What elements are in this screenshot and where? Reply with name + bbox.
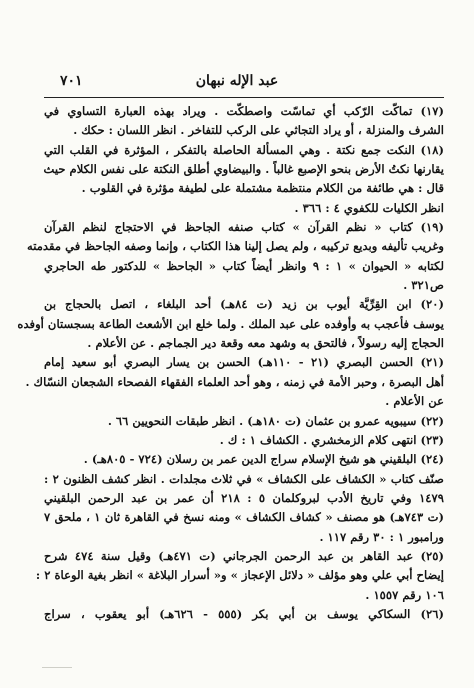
text-line: (٢٠) ابن القِرِّيَّة أيوب بن زيد (ت ٨٤هـ) أحد البلغاء ، اتصل بالحجاج بن: [44, 297, 444, 312]
text-line: (١٩) كتاب « نظم القرآن » كتاب صنفه الجاحظ في الاحتجاج لنظم القرآن: [44, 220, 444, 235]
text-line: انظر الكليات للكفوي ٤ : ٣٦٦ .: [294, 200, 444, 215]
text-line: صنّف كتاب « الكشاف على الكشاف » في ثلاث مجلدات . انظر كشف الظنون ٢ :: [44, 471, 444, 486]
text-line: ١٠٦ رقم ١٥٥٧ .: [365, 587, 444, 602]
text-line: (٢٣) انتهى كلام الزمخشري . الكشاف ١ : ك .: [219, 432, 444, 447]
text-line: (٢٥) عبد القاهر بن عبد الرحمن الجرجاني (ت ٤٧١هـ) وقيل سنة ٤٧٤ شرح: [44, 548, 444, 563]
text-line: (٢٦) السكاكي يوسف بن أبي بكر (٥٥٥ - ٦٢٦هـ) أبو يعقوب ، سراج: [44, 606, 444, 621]
text-line: (٢٤) البلقيني هو شيخ الإسلام سراج الدين عمر بن رسلان (٧٢٤ - ٨٠٥هـ) .: [83, 452, 444, 467]
text-line: (١٧) تماكّت الرّكب أي تماسّت واصطكّت . ويراد بهذه العبارة التساوي في: [44, 104, 444, 118]
page-header: [60, 70, 414, 92]
page-number: ٧٠١: [60, 73, 83, 89]
text-line: (ت ٧٤٣هـ) هو مصنف « كشاف الكشاف » ومنه نسخ في القاهرة ثان ١ ، ملحق ٧: [44, 510, 445, 525]
text-line: الشرف والمنزلة ، أو يراد التجاثي على الركب للتفاخر . انظر اللسان : حكك .: [73, 123, 444, 138]
scan-edge-mark: [42, 667, 72, 674]
running-title: عبد الإله نبهان: [195, 73, 279, 89]
text-line: عن الأعلام .: [385, 394, 444, 409]
text-line: لكتابه « الحيوان » ١ : ٩ وانظر أيضاً كتاب « الجاحظ » للدكتور طه الحاجري: [44, 258, 444, 273]
text-line: قال : هي طائفة من الكلام منتظمة مشتملة على لطيفة مؤثرة في القلوب .: [81, 181, 444, 196]
text-line: (١٨) النكت جمع نكتة . وهي المسألة الحاصلة بالتفكر ، المؤثرة في القلب التي: [44, 142, 444, 157]
text-line: ص٣٢١ .: [403, 278, 444, 293]
text-line: الحجاج إليه رسولاً ، فالتحق به وشهد معه وقعة دير الجماجم . عن الأعلام .: [87, 336, 444, 351]
text-line: أهل البصرة ، وحبر الأمة في زمنه ، وهو أحد العلماء الفقهاء الفصحاء الشجعان النسّاك .: [25, 374, 444, 389]
text-line: وغريب تأليفه وبديع تركيبه ، ولم يصل إلينا هذا الكتاب ، وإنما وصفه الجاحظ في مقدمته: [27, 239, 444, 254]
text-line: يقارنها نكتُ الأرض بنحو الإصبع غالباً . والبيضاوي أطلق النكتة على نفس الكلام حيث: [43, 162, 444, 177]
text-line: ورامبور ١ : ٣٠ رقم ١١٧ .: [319, 529, 444, 544]
text-line: يوسف فأعجب به وأوفده على عبد الملك . ولما خلع ابن الأشعث الطاعة بسجستان أوفده: [17, 316, 444, 331]
text-line: (٢١) الحسن البصري (٢١ - ١١٠هـ) الحسن بن يسار البصري أبو سعيد إمام: [44, 355, 444, 370]
text-line: (٢٢) سيبويه عمرو بن عثمان (ت ١٨٠هـ) . انظر طبقات النحويين ٦٦ .: [107, 413, 444, 428]
header-rule: [44, 97, 444, 98]
text-line: ١٤٧٩ وفي تاريخ الأدب لبروكلمان ٥ : ٢١٨ أن عمر بن عبد الرحمن البلقيني: [44, 490, 444, 505]
footnotes-body: [17, 102, 445, 624]
text-line: إيضاح أبي علي وهو مؤلف « دلائل الإعجاز » و« أسرار البلاغة » انظر بغية الوعاة ٢ :: [35, 568, 444, 583]
